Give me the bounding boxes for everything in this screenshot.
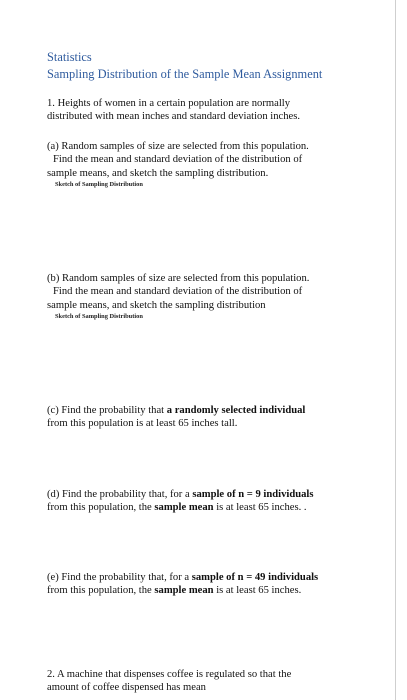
part-c xyxy=(47,404,392,431)
part-a-sketch-label: Sketch of Sampling Distribution xyxy=(55,181,143,188)
part-b-line-2: Find the mean and standard deviation of the distribution of xyxy=(53,286,303,298)
part-c-prefix: (c) Find the probability that xyxy=(47,405,167,416)
part-c-bold: a randomly selected individual xyxy=(166,405,306,416)
question-2 xyxy=(47,668,392,695)
part-e-line-2-bold: sample mean xyxy=(154,585,214,597)
part-d-bold: sample of n = 9 individuals xyxy=(192,489,314,500)
part-d-line-2 xyxy=(47,501,392,514)
part-e-bold: sample of n = 49 individuals xyxy=(191,572,319,583)
part-a-line-1: (a) Random samples of size are selected from this population. xyxy=(47,141,309,152)
part-b-sketch-label: Sketch of Sampling Distribution xyxy=(55,313,143,320)
document-title: Statistics xyxy=(47,50,92,64)
part-a xyxy=(47,140,392,180)
question-1-line-1: 1. Heights of women in a certain population are normally xyxy=(47,98,290,109)
part-c-line-1 xyxy=(47,404,392,417)
part-b-line-3: sample means, and sketch the sampling distribution xyxy=(47,299,266,311)
part-d-line-2-a: from this population, the xyxy=(47,502,155,514)
part-e-line-2-a: from this population, the xyxy=(47,585,155,597)
page-edge-divider xyxy=(395,0,396,700)
question-1 xyxy=(47,97,392,124)
part-e xyxy=(47,571,392,598)
part-b-line-1: (b) Random samples of size are selected from this population. xyxy=(47,273,310,284)
part-a-line-3: sample means, and sketch the sampling distribution. xyxy=(47,167,269,179)
part-b xyxy=(47,272,392,312)
part-e-line-2 xyxy=(47,584,392,597)
question-1-line-2: distributed with mean inches and standard deviation inches. xyxy=(47,111,301,123)
part-d-prefix: (d) Find the probability that, for a xyxy=(47,489,193,500)
part-d-line-2-b: is at least 65 inches. . xyxy=(213,502,307,514)
part-d-line-1 xyxy=(47,488,392,501)
part-c-line-2: from this population is at least 65 inches tall. xyxy=(47,418,238,430)
question-2-line-2: amount of coffee dispensed has mean xyxy=(47,682,206,694)
part-a-line-2: Find the mean and standard deviation of the distribution of xyxy=(53,154,303,166)
question-2-line-1: 2. A machine that dispenses coffee is regulated so that the xyxy=(47,669,292,680)
part-e-line-2-b: is at least 65 inches. xyxy=(213,585,302,597)
part-e-line-1 xyxy=(47,571,392,584)
part-d xyxy=(47,488,392,515)
document-subtitle: Sampling Distribution of the Sample Mean Assignment xyxy=(47,67,323,81)
part-e-prefix: (e) Find the probability that, for a xyxy=(47,572,192,583)
part-d-line-2-bold: sample mean xyxy=(154,502,214,514)
